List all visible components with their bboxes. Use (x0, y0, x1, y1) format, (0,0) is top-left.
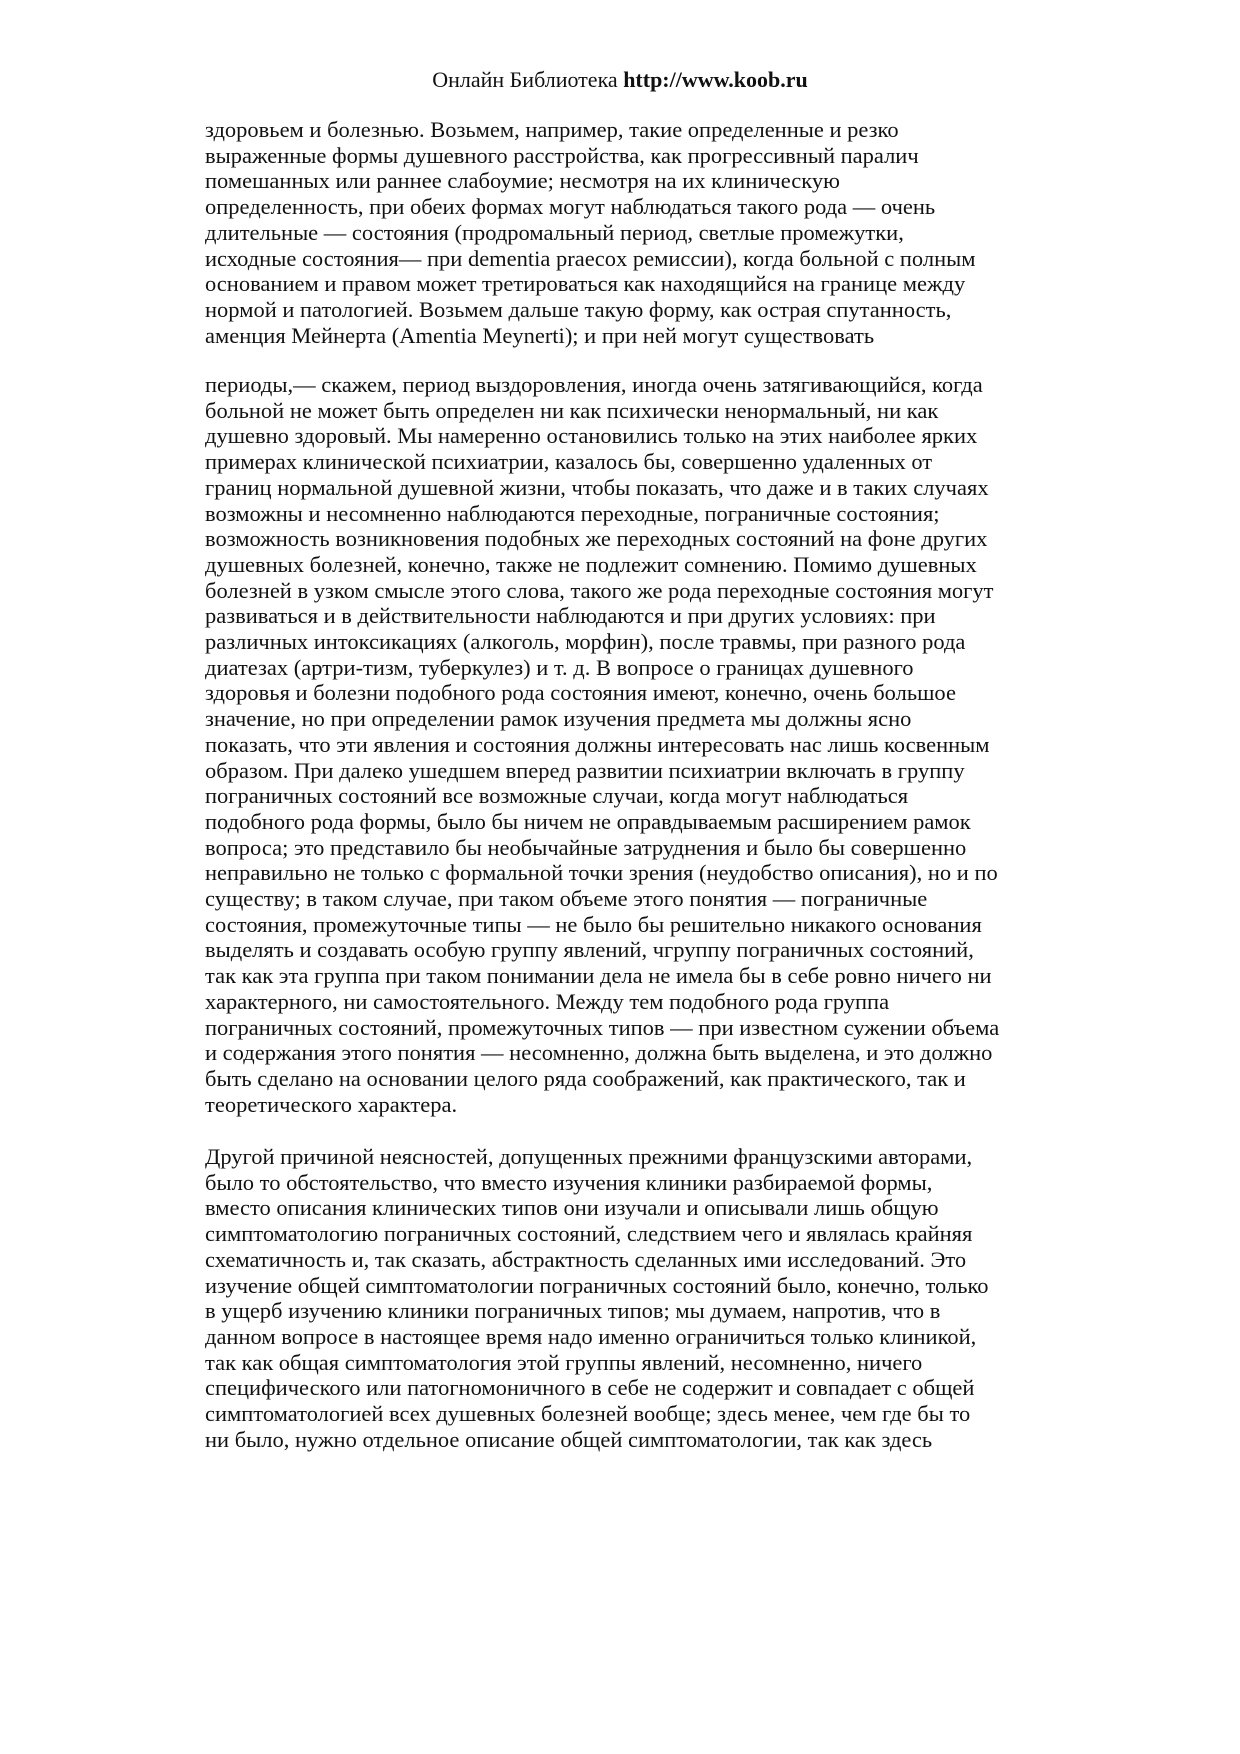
text-line: длительные — состояния (продромальный период, светлые промежутки, (205, 219, 904, 245)
text-line: теоретического характера. (205, 1091, 458, 1117)
text-line: выделять и создавать особую группу явлений, чгруппу пограничных состояний, (205, 937, 974, 963)
text-line: изучение общей симптоматологии пограничных состояний было, конечно, только (205, 1272, 989, 1298)
text-line: больной не может быть определен ни как психически ненормальный, ни как (205, 397, 939, 423)
text-line: так как общая симптоматология этой группы явлений, несомненно, ничего (205, 1349, 923, 1375)
text-line: состояния, промежуточные типы — не было бы решительно никакого основания (205, 911, 982, 937)
text-line: определенность, при обеих формах могут наблюдаться такого рода — очень (205, 194, 936, 220)
text-line: характерного, ни самостоятельного. Между тем подобного рода группа (205, 988, 890, 1014)
text-line: границ нормальной душевной жизни, чтобы показать, что даже и в таких случаях (205, 474, 989, 500)
text-line: и содержания этого понятия — несомненно, должна быть выделена, и это должно (205, 1040, 993, 1066)
text-line: болезней в узком смысле этого слова, такого же рода переходные состояния могут (205, 577, 994, 603)
text-line: данном вопросе в настоящее время надо именно ограничиться только клиникой, (205, 1323, 977, 1349)
text-line: в ущерб изучению клиники пограничных типов; мы думаем, напротив, что в (205, 1298, 941, 1324)
text-line: вопроса; это представило бы необычайные затруднения и было бы совершенно (205, 834, 967, 860)
text-line: быть сделано на основании целого ряда соображений, как практического, так и (205, 1065, 966, 1091)
paragraph-1 (205, 117, 975, 348)
text-line: подобного рода формы, было бы ничем не оправдываемым расширением рамок (205, 808, 971, 834)
page-header (0, 66, 1240, 94)
text-line: душевных болезней, конечно, также не подлежит сомнению. Помимо душевных (205, 551, 977, 577)
text-line: пограничных состояний, промежуточных типов — при известном сужении объема (205, 1014, 1000, 1040)
text-line: здоровьем и болезнью. Возьмем, например, такие определенные и резко (205, 117, 899, 142)
text-line: исходные состояния— при dementia praecox ремиссии), когда больной с полным (205, 245, 976, 271)
text-line: значение, но при определении рамок изучения предмета мы должны ясно (205, 706, 912, 732)
paragraph-2 (205, 372, 999, 1117)
text-line: схематичность и, так сказать, абстрактность сделанных ими исследований. Это (205, 1246, 967, 1272)
text-line: так как эта группа при таком понимании дела не имела бы в себе ровно ничего ни (205, 963, 992, 989)
text-line: симптоматологию пограничных состояний, следствием чего и являлась крайняя (205, 1221, 973, 1247)
text-line: неправильно не только с формальной точки зрения (неудобство описания), но и по (205, 860, 998, 886)
text-line: здоровья и болезни подобного рода состояния имеют, конечно, очень большое (205, 680, 956, 706)
text-line: аменция Мейнерта (Amentia Meynerti); и при ней могут существовать (205, 322, 875, 348)
text-line: существу; в таком случае, при таком объеме этого понятия — пограничные (205, 886, 928, 912)
text-line: пограничных состояний все возможные случаи, когда могут наблюдаться (205, 783, 909, 809)
text-line: периоды,— скажем, период выздоровления, иногда очень затягивающийся, когда (205, 372, 983, 397)
text-line: специфического или патогномоничного в себе не содержит и совпадает с общей (205, 1375, 975, 1401)
text-line: было то обстоятельство, что вместо изучения клиники разбираемой формы, (205, 1169, 933, 1195)
text-line: выраженные формы душевного расстройства, как прогрессивный паралич (205, 142, 919, 168)
text-line: помешанных или раннее слабоумие; несмотря на их клиническую (205, 168, 840, 194)
paragraph-3 (205, 1144, 989, 1452)
text-line: вместо описания клинических типов они изучали и описывали лишь общую (205, 1195, 939, 1221)
text-line: развиваться и в действительности наблюдаются и при других условиях: при (205, 603, 936, 629)
text-line: образом. При далеко ушедшем вперед развитии психиатрии включать в группу (205, 757, 965, 783)
text-line: нормой и патологией. Возьмем дальше такую форму, как острая спутанность, (205, 296, 952, 322)
text-line: различных интоксикациях (алкоголь, морфин), после травмы, при разного рода (205, 629, 966, 655)
text-line: симптоматологией всех душевных болезней вообще; здесь менее, чем где бы то (205, 1401, 971, 1427)
text-line: основанием и правом может третироваться как находящийся на границе между (205, 271, 966, 297)
site-url[interactable]: http://www.koob.ru (623, 67, 808, 92)
text-line: ни было, нужно отдельное описание общей симптоматологии, так как здесь (205, 1426, 933, 1452)
text-line: показать, что эти явления и состояния должны интересовать нас лишь косвенным (205, 731, 990, 757)
text-line: диатезах (артри-тизм, туберкулез) и т. д. В вопросе о границах душевного (205, 654, 914, 680)
site-label: Онлайн Библиотека (432, 67, 618, 92)
text-line: примерах клинической психиатрии, казалось бы, совершенно удаленных от (205, 449, 933, 475)
text-line: возможны и несомненно наблюдаются переходные, пограничные состояния; (205, 500, 940, 526)
text-line: Другой причиной неясностей, допущенных прежними французскими авторами, (205, 1144, 973, 1169)
text-line: душевно здоровый. Мы намеренно остановились только на этих наиболее ярких (205, 423, 978, 449)
text-line: возможность возникновения подобных же переходных состояний на фоне других (205, 526, 988, 552)
